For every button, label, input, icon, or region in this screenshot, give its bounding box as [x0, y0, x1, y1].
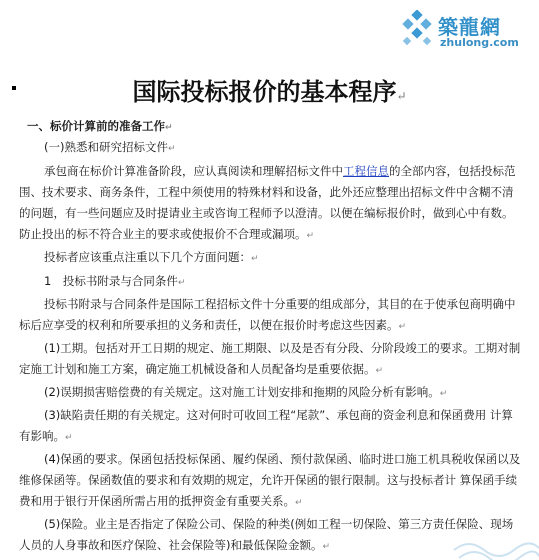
text-line-content: 1 投标书附录与合同条件 — [44, 274, 178, 288]
paragraph-mark-icon: ↵ — [177, 278, 186, 288]
zhulong-logo — [398, 8, 533, 52]
text-line-content: 防止投出的标不符合业主的要求或使报价不合理或漏项。 — [19, 227, 307, 241]
text-line-content: 投标书附录与合同条件是国际工程招标文件十分重要的组成部分，其目的在于使承包商明确中 — [44, 297, 516, 311]
text-line-content: (5)保险。业主是否指定了保险公司、保险的种类(例如工程一切保险、第三方责任保险、现场 — [44, 517, 514, 531]
paragraph-mark-icon: ↵ — [322, 542, 331, 552]
logo-brand-cn: 築龍網 — [438, 15, 501, 39]
text-line — [19, 426, 73, 448]
text-line — [19, 491, 303, 513]
text-line — [44, 338, 520, 358]
text-line-content: (3)缺陷责任期的有关规定。这对何时可收回工程“尾款”、承包商的资金利息和保函费用 计算 — [44, 408, 513, 422]
text-line — [44, 161, 516, 181]
text-line — [19, 535, 330, 557]
text-line — [44, 271, 185, 293]
text-line-content: 围、技术要求、商务条件，工程中须使用的特殊材料和设备，此外还应整理出招标文件中含糊不清 — [19, 185, 514, 199]
text-line-content: (4)保函的要求。保函包括投标保函、履约保函、预付款保函、临时进口施工机具税收保函以及 — [44, 452, 521, 466]
zhulong-logo-icon — [398, 10, 436, 48]
text-line-content: 有影响。 — [19, 429, 65, 443]
paragraph-mark-icon: ↵ — [167, 144, 176, 154]
text-line-content: 维修保函等。保函数值的要求和有效期的规定，允许开保函的银行限制。这与投标者计 算保函手续 — [19, 473, 518, 487]
paragraph-mark-icon: ↵ — [251, 254, 259, 264]
text-line-content: 人员的人身事故和医疗保险、社会保险等)和最低保险金额。 — [19, 538, 323, 552]
text-line — [44, 247, 259, 269]
paragraph-mark-icon: ↵ — [375, 366, 384, 376]
text-line-content: (一)熟悉和研究招标文件 — [44, 140, 168, 154]
text-line-content: (2)误期损害赔偿费的有关规定。这对施工计划安排和拖期的风险分析有影响。 — [44, 385, 440, 399]
paragraph-mark-icon: ↵ — [398, 322, 407, 332]
paragraph-mark-icon: ↵ — [306, 231, 315, 241]
text-line — [44, 514, 513, 534]
text-line-content: 定施工计划和施工方案，确定施工机械设备和人员配备均是重要依据。 — [19, 362, 376, 376]
text-line — [44, 405, 513, 425]
text-line-content: (1)工期。包括对开工日期的规定、施工期限、以及是否有分段、分阶段竣工的要求。工期对制 — [44, 341, 521, 355]
page-title — [0, 72, 539, 107]
paragraph-mark-icon: ↵ — [165, 123, 173, 133]
text-line — [19, 315, 406, 337]
text-line-content: 的问题，有一些问题应及时提请业主或咨询工程师予以澄清。以便在编标报价时，做到心中有数。 — [19, 206, 514, 220]
text-line — [19, 470, 517, 490]
text-line — [19, 359, 383, 381]
text-line — [44, 137, 176, 159]
text-line — [44, 382, 447, 404]
paragraph-mark-icon: ↵ — [439, 389, 448, 399]
paragraph-mark-icon: ↵ — [65, 433, 73, 443]
text-line-content: 费和用于银行开保函所需占用的抵押资金有重要关系。 — [19, 494, 295, 508]
text-line-content: 承包商在标价计算准备阶段，应认真阅读和理解招标文件中 — [44, 164, 343, 178]
engineering-info-link[interactable]: 工程信息 — [343, 164, 389, 178]
text-line-continuation: 的全部内容，包括投标范 — [389, 164, 516, 178]
text-line-content: 投标者应该重点注重以下几个方面问题： — [44, 250, 251, 264]
text-line-content: 一、标价计算前的准备工作 — [27, 119, 165, 133]
paragraph-mark-icon: ↵ — [295, 498, 303, 508]
section-heading — [27, 116, 173, 138]
page-title-text: 国际投标报价的基本程序 — [132, 77, 397, 106]
text-line — [44, 294, 516, 314]
text-line-content: 标后应享受的权利和所要承担的义务和责任，以便在报价时考虑这些因素。 — [19, 318, 399, 332]
text-line — [19, 224, 314, 246]
wave-watermark-icon — [449, 520, 539, 560]
text-line — [44, 449, 520, 469]
paragraph-mark-icon: ↵ — [396, 89, 407, 103]
logo-brand-url: zhulong.com — [440, 36, 519, 49]
text-line — [19, 182, 514, 202]
text-line — [19, 203, 514, 223]
